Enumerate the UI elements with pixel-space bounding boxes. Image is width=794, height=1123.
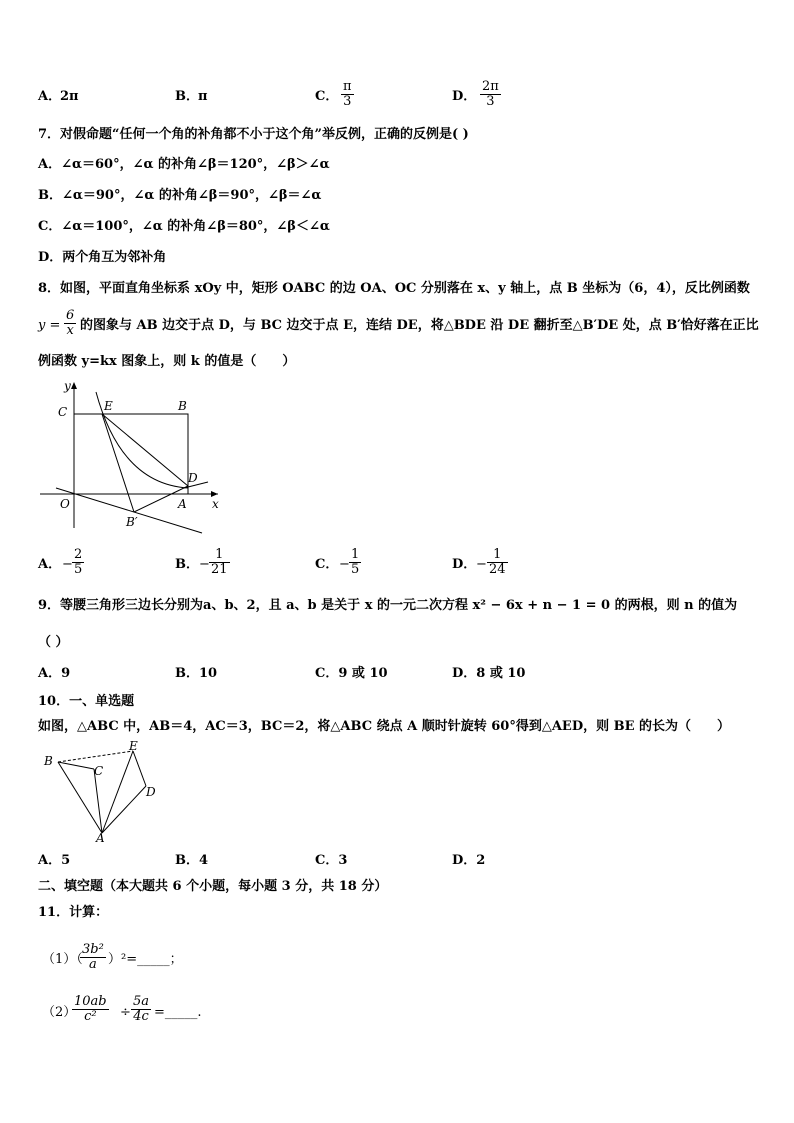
q10-label-a: A [96, 831, 105, 844]
q10-option-b: B．4 [175, 853, 209, 868]
q9-paren: （ ） [38, 635, 69, 650]
q6-option-c-label: C． [315, 89, 339, 104]
q10-segment-bc [58, 762, 94, 769]
q9-option-a: A．9 [38, 666, 71, 681]
q8-label-a: A [178, 497, 187, 511]
q8-option-d-fraction: $\frac{1}{24}$ [489, 547, 506, 577]
q8-option-c-label: C． [315, 557, 339, 572]
q10-option-a: A．5 [38, 853, 71, 868]
q7-option-d: D．两个角互为邻补角 [38, 250, 167, 265]
q10-option-d: D．2 [452, 853, 486, 868]
q8-label-b-prime: B′ [126, 515, 138, 529]
q8-segment-eb-prime [102, 414, 134, 512]
q10-segment-ca [94, 769, 102, 833]
q8-option-b-label: B． [175, 557, 199, 572]
q6-option-b-value: π [198, 89, 208, 104]
q8-label-d: D [188, 471, 198, 485]
q8-option-c-fraction: $\frac{1}{5}$ [351, 547, 360, 577]
q11-part1-tail: ）²=_____； [108, 952, 183, 967]
q8-line1: 8．如图，平面直角坐标系 xOy 中，矩形 OABC 的边 OA、OC 分别落在 x、y 轴上，点 B 坐标为（6，4），反比例函数 [38, 281, 750, 296]
q8-line3: 例函数 y=kx 图象上，则 k 的值是（ ） [38, 354, 296, 369]
q8-rectangle [74, 414, 188, 494]
q8-option-b-fraction: $\frac{1}{21}$ [211, 547, 228, 577]
q8-label-e: E [104, 399, 113, 413]
q11-part2-fraction1: $\frac{10ab}{\text{c²}}$ [74, 994, 107, 1024]
q6-option-d-label: D． [452, 89, 477, 104]
q6-option-b-label: B． [175, 89, 199, 104]
q10-label-c: C [94, 764, 104, 778]
q7-option-b: B．∠α＝90°，∠α 的补角∠β＝90°，∠β＝∠α [38, 188, 322, 203]
q8-label-b: B [178, 399, 187, 413]
q8-option-a-label: A． [38, 557, 62, 572]
q9-stem: 9．等腰三角形三边长分别为a、b、2，且 a、b 是关于 x 的一元二次方程 x² − 6x + n − 1 = 0 的两根，则 n 的值为 [38, 598, 738, 613]
q8-option-a-sign: − [62, 557, 73, 572]
q8-func-fraction: $\frac{6}{x}$ [66, 308, 75, 338]
q8-option-c-sign: − [339, 557, 350, 572]
q8-label-y: y [64, 379, 71, 393]
q8-func-lhs: y = [38, 318, 61, 333]
q6-option-c-fraction: $\frac{\pi}{3}$ [343, 79, 352, 109]
q8-y-arrow [71, 382, 77, 389]
q11-part2-label: （2） [42, 1005, 77, 1020]
q10-figure [36, 738, 162, 844]
q10-label-d: D [146, 785, 156, 799]
q11-part2-fraction2: $\frac{5a}{4c}$ [133, 994, 150, 1024]
q8-figure [36, 378, 226, 538]
q7-option-c: C．∠α＝100°，∠α 的补角∠β＝80°，∠β＜∠α [38, 219, 330, 234]
q10-segment-da [102, 786, 146, 833]
q8-segment-de [102, 414, 188, 486]
q11-part1-fraction: $\frac{\text{3b²}}{a}$ [82, 942, 104, 972]
q10-segment-ed [133, 751, 146, 786]
q10-label-e: E [129, 739, 138, 753]
q11-part2-divide: ÷ [120, 1005, 131, 1020]
section2-title: 二、填空题（本大题共 6 个小题，每小题 3 分，共 18 分） [38, 879, 388, 894]
q9-option-d: D．8 或 10 [452, 666, 526, 681]
q6-option-a-label: A． [38, 89, 62, 104]
q8-line2: 的图象与 AB 边交于点 D，与 BC 边交于点 E，连结 DE，将△BDE 沿 DE 翻折至△B′DE 处，点 B′恰好落在正比 [80, 318, 759, 333]
q10-option-c: C．3 [315, 853, 348, 868]
q10-label-b: B [44, 754, 53, 768]
q6-option-a-value: 2π [60, 89, 79, 104]
q10-segment-ae [102, 751, 133, 833]
q8-label-o: O [60, 497, 70, 511]
q9-option-b: B．10 [175, 666, 218, 681]
q10-header: 10．一、单选题 [38, 694, 135, 709]
q8-label-c: C [58, 405, 68, 419]
q8-label-x: x [212, 497, 219, 511]
q7-stem: 7．对假命题“任何一个角的补角都不小于这个角”举反例，正确的反例是( ) [38, 127, 469, 142]
q7-option-a: A．∠α＝60°，∠α 的补角∠β＝120°，∠β＞∠α [38, 157, 330, 172]
q8-option-a-fraction: $\frac{2}{5}$ [74, 547, 83, 577]
q11-part1-label: （1）（ [42, 952, 83, 967]
q10-segment-be [58, 751, 133, 762]
q6-option-d-fraction: $\frac{2\pi}{3}$ [482, 79, 499, 109]
q11-part2-tail: =_____. [154, 1005, 202, 1020]
q8-option-d-sign: − [476, 557, 487, 572]
q9-option-c: C．9 或 10 [315, 666, 388, 681]
q11-stem: 11．计算： [38, 905, 109, 920]
q10-stem: 如图，△ABC 中，AB＝4，AC＝3，BC＝2，将△ABC 绕点 A 顺时针旋转 60°得到△AED，则 BE 的长为（ ） [38, 719, 731, 734]
q8-option-d-label: D． [452, 557, 477, 572]
q8-option-b-sign: − [199, 557, 210, 572]
